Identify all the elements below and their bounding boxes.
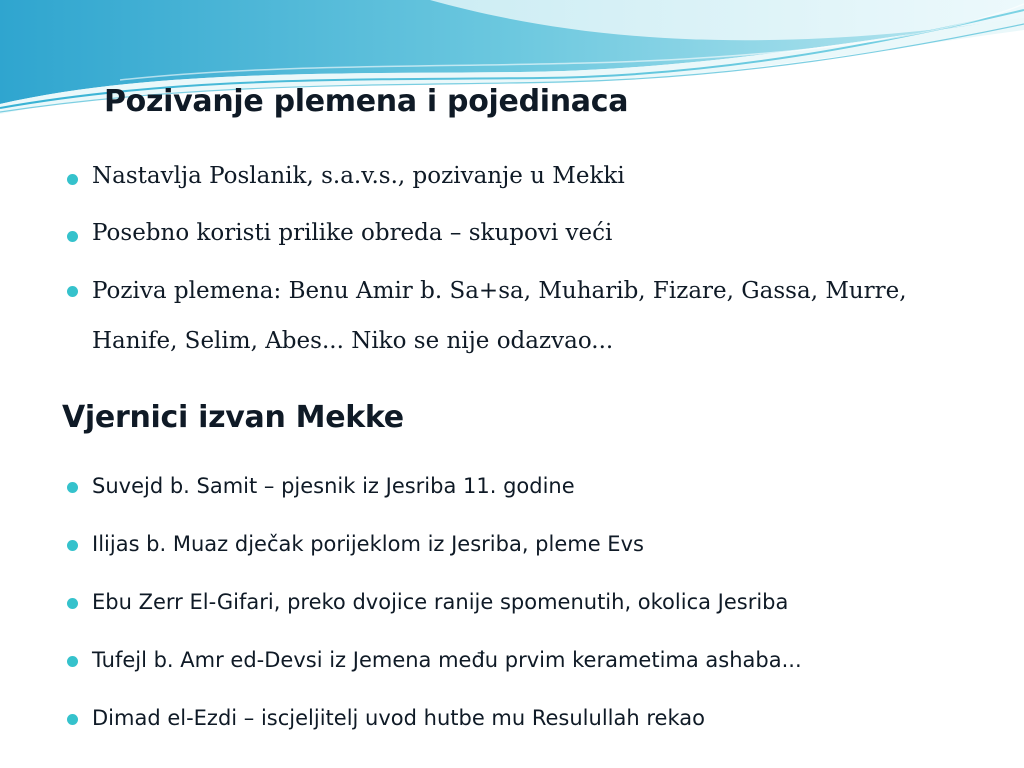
list-item xyxy=(64,704,964,733)
list-item-text: Dimad el-Ezdi – iscjeljitelj uvod hutbe mu Resulullah rekao xyxy=(92,706,705,730)
list-item xyxy=(64,646,964,675)
list-item-text: Poziva plemena: Benu Amir b. Sa+sa, Muharib, Fizare, Gassa, Murre, Hanife, Selim, Abes... Niko se nije odazvao... xyxy=(92,278,907,354)
list-item-text: Ilijas b. Muaz dječak porijeklom iz Jesriba, pleme Evs xyxy=(92,532,644,556)
list-item-text: Nastavlja Poslanik, s.a.v.s., pozivanje u Mekki xyxy=(92,163,625,189)
bullet-list-believers xyxy=(64,472,964,762)
bullet-dot-icon xyxy=(67,174,78,185)
bullet-list-calling xyxy=(64,162,964,394)
list-item xyxy=(64,530,964,559)
bullet-dot-icon xyxy=(67,540,78,551)
bullet-dot-icon xyxy=(67,598,78,609)
list-item-text: Tufejl b. Amr ed-Devsi iz Jemena među prvim kerametima ashaba... xyxy=(92,648,802,672)
bullet-dot-icon xyxy=(67,656,78,667)
list-item xyxy=(64,472,964,501)
bullet-dot-icon xyxy=(67,482,78,493)
section-heading: Vjernici izvan Mekke xyxy=(62,400,404,435)
list-item-text: Ebu Zerr El-Gifari, preko dvojice ranije spomenutih, okolica Jesriba xyxy=(92,590,789,614)
bullet-dot-icon xyxy=(67,286,78,297)
slide-title: Pozivanje plemena i pojedinaca xyxy=(104,84,629,119)
list-item xyxy=(64,162,964,191)
list-item xyxy=(64,266,964,366)
list-item xyxy=(64,219,964,248)
bullet-dot-icon xyxy=(67,714,78,725)
bullet-dot-icon xyxy=(67,231,78,242)
list-item xyxy=(64,588,964,617)
list-item-text: Suvejd b. Samit – pjesnik iz Jesriba 11. godine xyxy=(92,474,575,498)
list-item-text: Posebno koristi prilike obreda – skupovi veći xyxy=(92,220,613,246)
